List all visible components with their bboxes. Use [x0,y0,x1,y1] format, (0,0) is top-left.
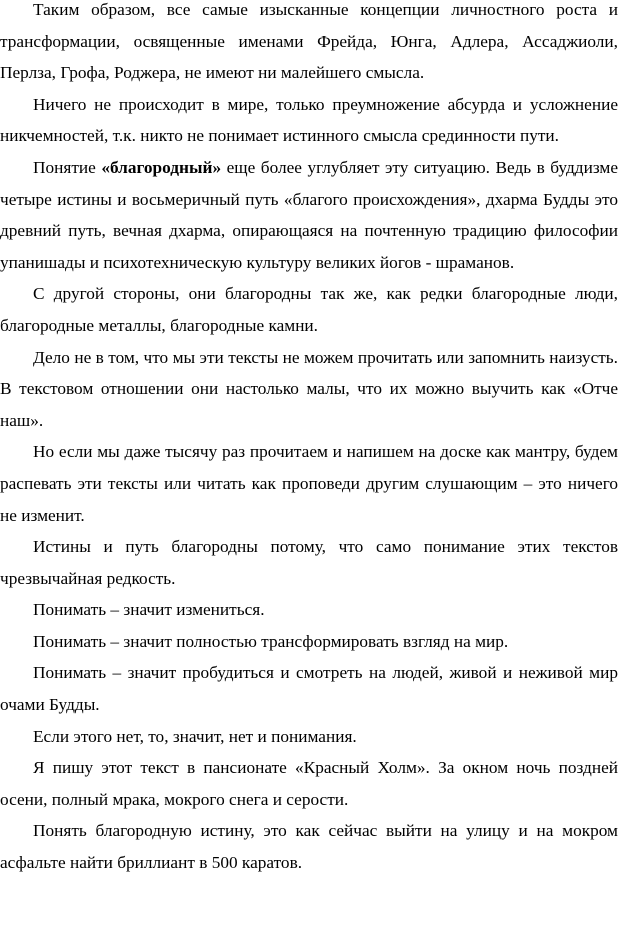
paragraph-11: Если этого нет, то, значит, нет и понимания. [33,726,357,746]
paragraph-3-rest: еще более углубляет эту ситуацию. Ведь в буддизме четыре истины и восьмеричный путь «благого происхождения», дхарма Будды это древний путь, вечная дхарма, опирающаяся на почтенную традицию философии упанишады и психотехническую культуру великих йогов - шраманов. [0,157,619,272]
paragraph-12: Я пишу этот текст в пансионате «Красный Холм». За окном ночь поздней осени, полный мрака, мокрого снега и серости. [0,758,618,809]
paragraph-7: Истины и путь благородны потому, что само понимание этих текстов чрезвычайная редкость. [0,537,618,588]
paragraph-3-lead: Понятие [33,157,102,177]
paragraph-6: Но если мы даже тысячу раз прочитаем и напишем на доске как мантру, будем распевать эти тексты или читать как проповеди другим слушающим – это ничего не изменит. [0,442,618,525]
paragraph-3 [0,152,618,278]
paragraph-1: Таким образом, все самые изысканные концепции личностного роста и трансформации, освященные именами Фрейда, Юнга, Адлера, Ассаджиоли, Перлза, Грофа, Роджера, не имеют ни малейшего смысла. [0,0,618,83]
paragraph-9: Понимать – значит полностью трансформировать взгляд на мир. [33,631,509,651]
paragraph-8: Понимать – значит измениться. [33,600,265,620]
emphasized-term: «благородный» [101,157,222,177]
paragraph-10: Понимать – значит пробудиться и смотреть на людей, живой и неживой мир очами Будды. [0,663,618,715]
paragraph-5: Дело не в том, что мы эти тексты не можем прочитать или запомнить наизусть. В текстовом отношении они настолько малы, что их можно выучить как «Отче наш». [0,347,618,430]
paragraph-2: Ничего не происходит в мире, только преумножение абсурда и усложнение никчемностей, т.к. никто не понимает истинного смысла срединности пути. [0,94,618,146]
paragraph-4: С другой стороны, они благородны так же, как редки благородные люди, благородные металлы, благородные камни. [0,284,618,335]
paragraph-13: Понять благородную истину, это как сейчас выйти на улицу и на мокром асфальте найти бриллиант в 500 каратов. [0,821,618,873]
